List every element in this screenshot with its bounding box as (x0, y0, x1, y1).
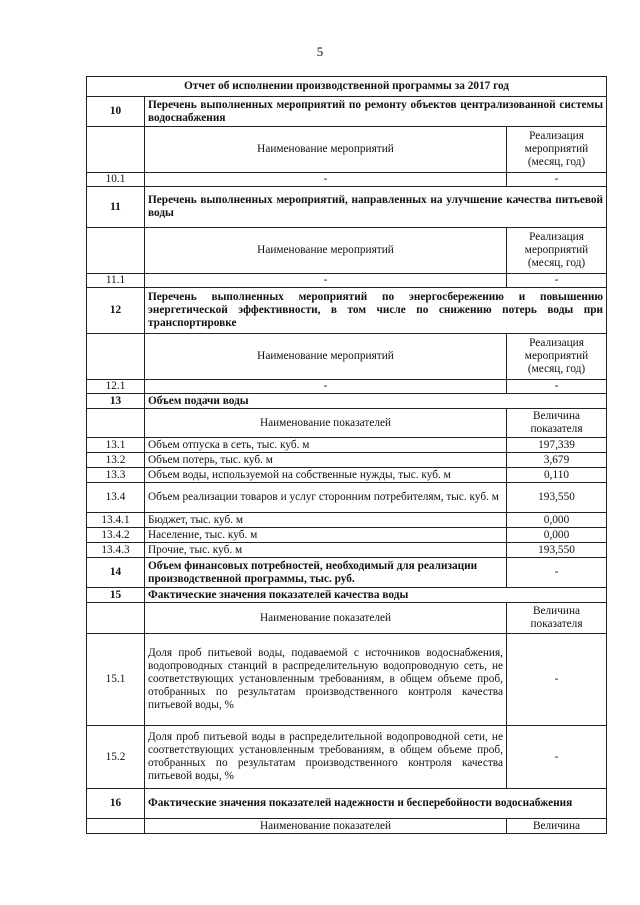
section-16-columns (87, 819, 607, 834)
table-row (87, 726, 607, 789)
row-value: 3,679 (507, 453, 607, 468)
section-title: Перечень выполненных мероприятий по энергосбережению и повышению энергетической эффективности, в том числе по снижению потерь воды при транспортировке (145, 288, 607, 334)
row-number: 13.3 (87, 468, 145, 483)
row-name: Объем отпуска в сеть, тыс. куб. м (145, 438, 507, 453)
section-title: Объем финансовых потребностей, необходимый для реализации производственной программы, тыс. руб. (145, 558, 507, 588)
table-row (87, 380, 607, 394)
row-value: 197,339 (507, 438, 607, 453)
row-name: Объем реализации товаров и услуг сторонним потребителям, тыс. куб. м (145, 483, 507, 513)
section-number: 14 (87, 558, 145, 588)
row-name: Объем воды, используемой на собственные нужды, тыс. куб. м (145, 468, 507, 483)
table-row (87, 513, 607, 528)
section-13-columns (87, 409, 607, 438)
row-number: 15.1 (87, 634, 145, 726)
page-number: 5 (316, 44, 324, 59)
column-header-value: Величина показателя (507, 409, 607, 438)
table-row (87, 634, 607, 726)
table-row (87, 528, 607, 543)
row-number: 10.1 (87, 173, 145, 187)
report-title: Отчет об исполнении производственной программы за 2017 год (87, 77, 607, 97)
section-13-header (87, 394, 607, 409)
column-header-name: Наименование показателей (145, 603, 507, 634)
row-value: - (507, 274, 607, 288)
row-number: 13.4 (87, 483, 145, 513)
section-number: 11 (87, 187, 145, 228)
row-value: - (507, 634, 607, 726)
row-value: - (507, 726, 607, 789)
section-10-columns (87, 127, 607, 173)
section-11-columns (87, 228, 607, 274)
table-row (87, 543, 607, 558)
row-name: - (145, 380, 507, 394)
column-header-value: Реализация мероприятий (месяц, год) (507, 127, 607, 173)
row-number: 15.2 (87, 726, 145, 789)
section-12-columns (87, 334, 607, 380)
row-name: Бюджет, тыс. куб. м (145, 513, 507, 528)
section-title: Фактические значения показателей качества воды (145, 588, 607, 603)
row-number: 13.1 (87, 438, 145, 453)
column-header-name: Наименование мероприятий (145, 334, 507, 380)
section-11-header (87, 187, 607, 228)
section-number: 10 (87, 97, 145, 127)
column-header-name: Наименование показателей (145, 819, 507, 834)
column-header-name: Наименование показателей (145, 409, 507, 438)
row-number: 12.1 (87, 380, 145, 394)
table-row (87, 453, 607, 468)
table-row (87, 274, 607, 288)
row-value: 193,550 (507, 483, 607, 513)
section-16-header (87, 789, 607, 819)
row-number: 13.4.3 (87, 543, 145, 558)
section-number: 16 (87, 789, 145, 819)
row-name: Доля проб питьевой воды в распределительной водопроводной сети, не соответствующих установленным требованиям, в общем объеме проб, отобранных по результатам производственного контроля качества питьевой воды, % (145, 726, 507, 789)
section-number: 15 (87, 588, 145, 603)
column-header-name: Наименование мероприятий (145, 127, 507, 173)
section-title: Перечень выполненных мероприятий, направленных на улучшение качества питьевой воды (145, 187, 607, 228)
section-12-header (87, 288, 607, 334)
table-row (87, 173, 607, 187)
table-row (87, 438, 607, 453)
table-row (87, 468, 607, 483)
section-number: 13 (87, 394, 145, 409)
row-name: Доля проб питьевой воды, подаваемой с источников водоснабжения, водопроводных станций в распределительную водопроводную сеть, не соответствующих установленным требованиям, в общем объеме проб, отобранных по результатам производственного контроля качества питьевой воды, % (145, 634, 507, 726)
section-title: Объем подачи воды (145, 394, 607, 409)
row-number: 11.1 (87, 274, 145, 288)
column-header-value: Величина (507, 819, 607, 834)
section-15-columns (87, 603, 607, 634)
section-15-header (87, 588, 607, 603)
row-name: Население, тыс. куб. м (145, 528, 507, 543)
row-number: 13.4.2 (87, 528, 145, 543)
row-name: - (145, 173, 507, 187)
column-header-value: Реализация мероприятий (месяц, год) (507, 334, 607, 380)
section-title: Перечень выполненных мероприятий по ремонту объектов централизованной системы водоснабжения (145, 97, 607, 127)
column-header-value: Величина показателя (507, 603, 607, 634)
row-name: Прочие, тыс. куб. м (145, 543, 507, 558)
column-header-name: Наименование мероприятий (145, 228, 507, 274)
section-title: Фактические значения показателей надежности и бесперебойности водоснабжения (145, 789, 607, 819)
row-name: - (145, 274, 507, 288)
row-value: - (507, 380, 607, 394)
row-value: 0,110 (507, 468, 607, 483)
report-table (86, 76, 607, 834)
row-number: 13.2 (87, 453, 145, 468)
section-number: 12 (87, 288, 145, 334)
row-number: 13.4.1 (87, 513, 145, 528)
row-value: - (507, 558, 607, 588)
row-value: 193,550 (507, 543, 607, 558)
row-value: - (507, 173, 607, 187)
column-header-value: Реализация мероприятий (месяц, год) (507, 228, 607, 274)
section-14-row (87, 558, 607, 588)
row-name: Объем потерь, тыс. куб. м (145, 453, 507, 468)
row-value: 0,000 (507, 528, 607, 543)
table-row (87, 483, 607, 513)
report-title-row (87, 77, 607, 97)
row-value: 0,000 (507, 513, 607, 528)
section-10-header (87, 97, 607, 127)
